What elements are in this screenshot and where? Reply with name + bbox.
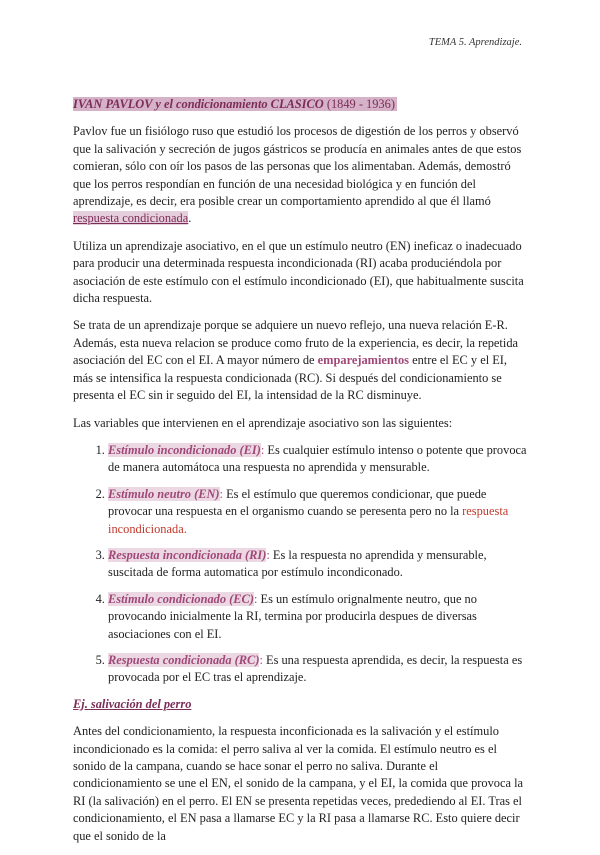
paragraph-learning-after: entre el EC y el EI, más se intensifica la respuesta condicionada (RC). Si después del condicionamiento se presenta el EC sin ir seguido del EI, la intensidad de la RC disminuye.: [73, 353, 508, 403]
variables-list: [73, 442, 528, 687]
list-item: [108, 486, 528, 538]
term-label: Respuesta incondicionada (RI): [108, 547, 267, 562]
term-separator: :: [266, 547, 273, 562]
term-end: .: [183, 521, 187, 536]
list-item: [108, 591, 528, 643]
title-dates: (1849 - 1936): [326, 97, 395, 111]
term-separator: :: [260, 442, 268, 457]
paragraph-intro: [73, 123, 528, 227]
term-label: Estímulo condicionado (EC): [108, 591, 254, 606]
term-description: Es cualquier estímulo intenso o potente que provoca de manera automátoca una respuesta no aprendida y mensurable.: [108, 442, 527, 475]
title-main: IVAN PAVLOV y el condicionamiento CLASICO: [73, 97, 327, 111]
term-label: Respuesta condicionada (RC): [108, 652, 260, 667]
paragraph-variables-intro: Las variables que intervienen en el aprendizaje asociativo son las siguientes:: [73, 415, 453, 430]
list-item: [108, 652, 528, 687]
paragraph-learning: [73, 317, 528, 404]
term-separator: :: [219, 486, 227, 501]
term-red-text: respuesta incondicionada: [108, 504, 509, 536]
paragraph-intro-text: Pavlov fue un fisiólogo ruso que estudió los procesos de digestión de los perros y observó que la salivación y secreción de jugos gástricos se producía en animales antes de que estos comieran, sólo con oír los pasos de las personas que los alimentaban. Además, demostró que los perros respondían en función de una necesidad biológica y en función del aprendizaje, es decir, era posible crear un comportamiento aprendido al que él llamó: [73, 124, 522, 209]
emparejamientos-term: emparejamientos: [317, 353, 409, 368]
term-separator: :: [259, 652, 266, 667]
term-label: Estímulo neutro (EN): [108, 486, 220, 501]
section-title: [73, 96, 528, 113]
page-header: TEMA 5. Aprendizaje.: [428, 37, 522, 48]
term-separator: :: [253, 591, 261, 606]
document-body: [73, 96, 528, 855]
term-description: Es el estímulo que queremos condicionar, que puede provocar una respuesta en el organismo cuando se peresenta pero no la: [108, 486, 487, 519]
section-title-highlight: [73, 97, 397, 111]
paragraph-learning-before: Se trata de un aprendizaje porque se adquiere un nuevo reflejo, una nueva relación E-R. Además, esta nueva relacion se produce como fruto de la experiencia, es decir, la repetida asociación del EC con el EI. A mayor número de: [73, 318, 519, 368]
term-description: Es la respuesta no aprendida y mensurable, suscitada de forma automatica por estímulo incondiconado.: [108, 547, 487, 580]
highlight-respuesta-condicionada: respuesta condicionada: [73, 211, 189, 226]
paragraph-associative: Utiliza un aprendizaje asociativo, en el que un estímulo neutro (EN) ineficaz o inadecuado para producir una determinada respuesta incondicionada (RI) acaba produciéndola por asociación de este estímulo con el estímulo incondicionado (EI), que habitualmente suscita dicha respuesta.: [73, 238, 524, 306]
list-item: [108, 442, 528, 477]
paragraph-example: Antes del condicionamiento, la respuesta inconficionada es la salivación y el estímulo incondicionado es la comida: el perro saliva al ver la comida. El estímulo neutro es el sonido de la campana, cuando se hace sonar el perro no saliva. Durante el condicionamiento se une el EN, el sonido de la campana, y el EI, la comida que provoca la RI (la salivación) en el perro. El EN se presenta repetidas veces, predediendo al EI. Tras el condicionamiento, el EN pasa a llamarse EC y la RI pasa a llamarse RC. Esto quiere decir que el sonido de la: [73, 724, 524, 843]
term-label: Estímulo incondicionado (EI): [108, 442, 261, 457]
paragraph-intro-end: .: [188, 211, 192, 226]
term-description: Es un estímulo orignalmente neutro, que no provocando inicialmente la RI, termina por producirla despues de diversas asociaciones con el EI.: [108, 591, 477, 641]
example-title: Ej. salivación del perro: [73, 696, 192, 711]
list-item: [108, 547, 528, 582]
term-description: Es una respuesta aprendida, es decir, la respuesta es provocada por el EC tras el aprendizaje.: [108, 652, 523, 685]
